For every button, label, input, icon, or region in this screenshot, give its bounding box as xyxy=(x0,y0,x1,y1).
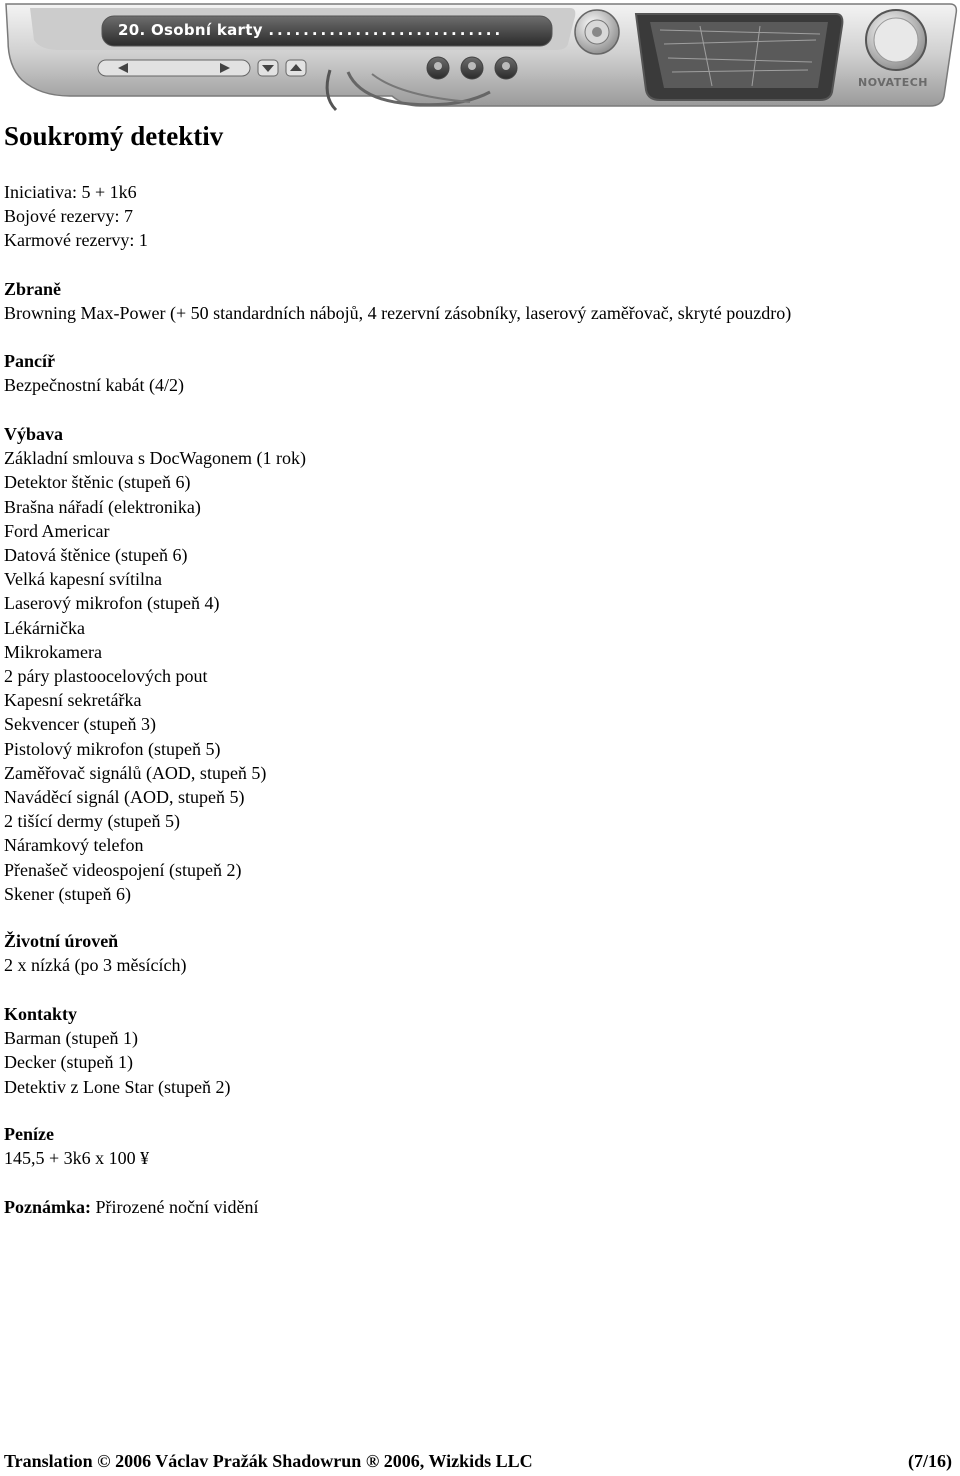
section-heading: Kontakty xyxy=(4,1004,78,1024)
section-heading: Zbraně xyxy=(4,279,62,299)
list-item: Pistolový mikrofon (stupeň 5) xyxy=(4,738,221,759)
note-section xyxy=(4,1195,258,1219)
list-item: Naváděcí signál (AOD, stupeň 5) xyxy=(4,787,245,808)
page-title: Soukromý detektiv xyxy=(4,121,224,151)
list-item: Decker (stupeň 1) xyxy=(4,1052,133,1073)
section-heading: Životní úroveň xyxy=(4,931,119,951)
contacts-section xyxy=(4,1002,230,1099)
stat-line: Bojové rezervy: 7 xyxy=(4,206,133,227)
list-item: Mikrokamera xyxy=(4,641,102,662)
gear-section xyxy=(4,422,306,906)
note-label: Poznámka: xyxy=(4,1197,91,1217)
stat-line: Iniciativa: 5 + 1k6 xyxy=(4,182,137,202)
chapter-label: 20. Osobní karty xyxy=(118,21,263,39)
list-item: Datová štěnice (stupeň 6) xyxy=(4,545,188,566)
list-item: Bezpečnostní kabát (4/2) xyxy=(4,375,184,396)
brand-logo: NOVATECH xyxy=(858,76,928,89)
list-item: Náramkový telefon xyxy=(4,835,144,856)
page-number: (7/16) xyxy=(908,1451,952,1471)
weapons-section xyxy=(4,277,791,325)
list-item: 2 páry plastoocelových pout xyxy=(4,666,208,687)
list-item: Zaměřovač signálů (AOD, stupeň 5) xyxy=(4,762,267,783)
list-item: Laserový mikrofon (stupeň 4) xyxy=(4,593,220,614)
stat-line: Karmové rezervy: 1 xyxy=(4,230,148,251)
section-heading: Výbava xyxy=(4,424,64,444)
list-item: Ford Americar xyxy=(4,520,110,541)
list-item: Kapesní sekretářka xyxy=(4,690,142,711)
list-item: Detektiv z Lone Star (stupeň 2) xyxy=(4,1076,231,1097)
armor-section xyxy=(4,349,184,397)
stats-block xyxy=(4,180,148,253)
list-item: Sekvencer (stupeň 3) xyxy=(4,714,156,735)
chapter-title-bar xyxy=(118,18,503,42)
lifestyle-section xyxy=(4,929,186,977)
list-item: Lékárnička xyxy=(4,617,85,638)
chapter-dots: ........................... xyxy=(268,21,504,39)
list-item: Velká kapesní svítilna xyxy=(4,569,162,590)
list-item: 145,5 + 3k6 x 100 ¥ xyxy=(4,1148,150,1169)
page-footer xyxy=(4,1449,952,1473)
list-item: Základní smlouva s DocWagonem (1 rok) xyxy=(4,448,306,469)
note-line xyxy=(4,1195,258,1219)
list-item: Brašna nářadí (elektronika) xyxy=(4,496,201,517)
list-item: 2 tišící dermy (stupeň 5) xyxy=(4,811,180,832)
list-item: Detektor štěnic (stupeň 6) xyxy=(4,472,191,493)
list-item: 2 x nízká (po 3 měsících) xyxy=(4,955,187,976)
header-device-graphic xyxy=(0,0,960,118)
list-item: Browning Max-Power (+ 50 standardních nábojů, 4 rezervní zásobníky, laserový zaměřovač, skryté pouzdro) xyxy=(4,303,792,324)
list-item: Barman (stupeň 1) xyxy=(4,1028,138,1049)
money-section xyxy=(4,1122,149,1170)
footer-copyright: Translation © 2006 Václav Pražák Shadowrun ® 2006, Wizkids LLC xyxy=(4,1451,533,1471)
section-heading: Peníze xyxy=(4,1124,54,1144)
note-text: Přirozené noční vidění xyxy=(91,1197,259,1217)
section-heading: Pancíř xyxy=(4,351,55,371)
list-item: Skener (stupeň 6) xyxy=(4,883,131,904)
list-item: Přenašeč videospojení (stupeň 2) xyxy=(4,859,242,880)
